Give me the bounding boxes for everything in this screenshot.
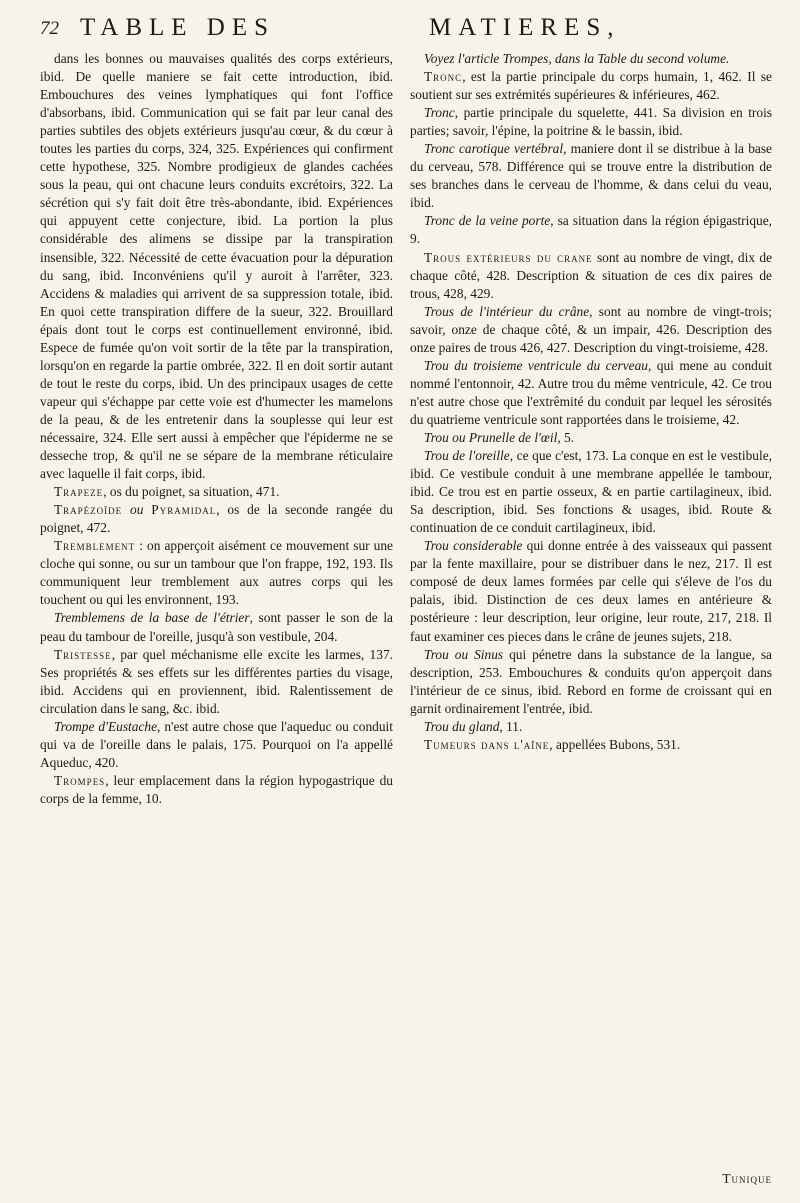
entry-text: , partie principale du squelette, 441. Sa division en trois parties; savoir, l'épine, la poitrine & le bassin, ibid.: [410, 105, 772, 139]
entry-headword: Tremblemens de la base de l'étrier: [54, 610, 250, 626]
entry-headword: Trous de l'intérieur du crâne: [424, 303, 590, 319]
entry-text: : on apperçoit aisément ce mouvement sur une cloche qui sonne, ou sur un tambour que l'on frappe, 192, 193. Ils communiquent leur tremblement aux autres corps qui les touchent ou qui les environnent, 193.: [40, 538, 393, 608]
left-column: [40, 50, 393, 1190]
entry-text: qui donne entrée à des vaisseaux qui passent par la fente maxillaire, pour se distribuer dans le nez, 217. Il est composé de deux lames formées par celle qui s'éleve de l'os du palais, ibid. Distinction de ces deux lames en antérieure & postérieure : leur description, leur origine, leur route, 217, 218. Il faut examiner ces pieces dans le crâne de jeunes sujets, 218.: [410, 538, 772, 644]
index-entry: [40, 646, 393, 718]
entry-headword: Tremblement: [54, 538, 136, 554]
entry-text: , 11.: [499, 718, 523, 734]
index-entry: [40, 718, 393, 772]
index-entry: [410, 429, 772, 447]
entry-headword: Trous extérieurs du crane: [424, 249, 593, 265]
entry-headword: Trompe d'Eustache: [54, 718, 158, 734]
entry-text: , est la partie principale du corps humain, 1, 462. Il se soutient sur ses extrémités supérieures & inférieures, 462.: [410, 69, 772, 103]
index-entry: [410, 718, 772, 736]
index-entry: [410, 104, 772, 140]
entry-headword: Trou de l'oreille: [424, 448, 510, 464]
entry-text: sont au nombre de vingt, dix de chaque côté, 428. Description & situation de ces dix paires de trous, 428, 429.: [410, 249, 772, 301]
entry-text: , maniere dont il se distribue à la base du cerveau, 578. Différence qui se trouve entre la distribution de ses branches dans le cerveau de l'homme, & dans celui du veau, ibid.: [410, 141, 772, 211]
entry-headword: Trou ou Prunelle de l'œil: [424, 429, 558, 445]
index-entry: [410, 736, 772, 754]
entry-headword: Tumeurs dans l'aîne: [424, 736, 550, 752]
entry-headword: Trou du gland: [424, 718, 500, 734]
index-entry: [410, 140, 772, 212]
page-number: 72: [40, 18, 59, 39]
running-title-right: MATIERES,: [429, 14, 621, 41]
index-entry: [40, 50, 393, 483]
index-entry: [410, 447, 772, 537]
entry-headword: Trou considerable: [424, 538, 523, 554]
entry-connector: ou: [122, 502, 152, 518]
entry-headword: Trapeze: [54, 484, 104, 500]
index-entry: [410, 50, 772, 68]
entry-text: , sont passer le son de la peau du tambour de l'oreille, jusqu'à son vestibule, 204.: [40, 610, 393, 644]
entry-text: , 5.: [557, 429, 575, 445]
entry-text: , ce que c'est, 173. La conque en est le vestibule, ibid. Ce vestibule conduit à une membrane appellée le tambour, ibid. Ce trou est en partie osseux, & en partie cartilagineux, ibid. Sa description, ibid. Ses fonctions & usages, ibid. Route & continuation de ce conduit cartilagineux, ibid.: [410, 448, 772, 536]
entry-headword: Tronc: [424, 69, 463, 85]
entry-text: , leur emplacement dans la région hypogastrique du corps de la femme, 10.: [40, 772, 393, 806]
index-entry: [410, 303, 772, 357]
index-entry: [40, 483, 393, 501]
index-entry: [410, 249, 772, 303]
entry-text: , par quel méchanisme elle excite les larmes, 137. Ses propriétés & ses effets sur les différentes parties du visage, ibid. Accidens qui en proviennent, ibid. Ralentissement de circulation dans le sang, &c. ibid.: [40, 646, 393, 716]
catchword: Tunique: [722, 1170, 772, 1186]
index-entry: [410, 357, 772, 429]
entry-headword: Trapézoïde: [54, 502, 123, 518]
entry-headword: Tronc: [424, 105, 455, 121]
entry-text: qui pénetre dans la substance de la langue, sa description, 253. Embouchures & conduits qu'on apperçoit dans l'intérieur de ce sinus, ibid. Rebord en forme de croissant qui en garnit ordinairement l'entrée, ibid.: [410, 646, 772, 716]
entry-headword: Trou ou Sinus: [424, 646, 504, 662]
index-entry: [410, 68, 772, 104]
entry-text: , os du poignet, sa situation, 471.: [103, 484, 280, 500]
right-column: [410, 50, 772, 1190]
index-entry: [40, 609, 393, 645]
entry-headword: Tristesse: [54, 646, 112, 662]
index-entry: [40, 501, 393, 537]
entry-headword: Trou du troisieme ventricule du cerveau: [424, 357, 648, 373]
index-entry: [410, 537, 772, 645]
entry-headword: Trompes: [54, 772, 106, 788]
entry-text: , sa situation dans la région épigastrique, 9.: [410, 213, 772, 247]
entry-text: , n'est autre chose que l'aqueduc ou conduit qui va de l'oreille dans le palais, 175. Pourquoi on l'a appellé Aqueduc, 420.: [40, 718, 393, 770]
entry-text: , qui mene au conduit nommé l'entonnoir, 42. Autre trou du même ventricule, 42. Ce trou n'est autre chose que l'extrêmité du conduit par lequel les sérosités du quatrieme ventricule sont rapportées dans le troisieme, 42.: [410, 357, 772, 427]
entry-headword: Tronc carotique vertébral: [424, 141, 564, 157]
entry-text: , sont au nombre de vingt-trois; savoir, onze de chaque côté, & un impair, 426. Description des onze paires de trous 426, 427. Description du vingt-troisieme, 428.: [410, 303, 772, 355]
index-entry: [410, 212, 772, 248]
index-entry: [40, 537, 393, 609]
entry-headword: Tronc de la veine porte: [424, 213, 551, 229]
entry-text: , appellées Bubons, 531.: [549, 736, 681, 752]
index-entry: [40, 772, 393, 808]
entry-text: , os de la seconde rangée du poignet, 472.: [40, 502, 393, 536]
index-entry: [410, 646, 772, 718]
running-title-left: TABLE DES: [80, 14, 276, 41]
entry-text: dans les bonnes ou mauvaises qualités des corps extérieurs, ibid. De quelle maniere se fait cette introduction, ibid. Embouchures des veines lymphatiques qui font l'office d'absorbans, ibid. Communication qui se fait par leur canal des parties subtiles des objets extérieurs jusqu'au cœur, & du cœur à toutes les parties du corps, 324, 325. Expériences qui confirment cette hypothese, 325. Nombre prodigieux de glandes cachées sous la peau, qui ont chacune leurs conduits excrétoirs, 322. La sécrétion qui s'y fait doit être très-abondante, ibid. Expériences qui appuyent cette conjecture, ibid. La portion la plus considérable des alimens se dissipe par la transpiration insensible, 322. Nécessité de cette évacuation pour la dépuration du sang, ibid. Inconvéniens qu'il y auroit à l'arrêter, 323. Accidens & maladies qui arrivent de sa suppression totale, ibid. En quoi cette transpiration differe de la sueur, 322. Brouillard épais dont tout le corps est continuellement environné, ibid. Espece de fumée qu'on voit sortir de la tête par la transpiration, lorsqu'on en regarde la partie ombrée, 322. Il en doit sortir autant de tout le reste du corps, ibid. Un des principaux usages de cette vapeur qui s'échappe par cette voie est d'humecter les mamelons de la peau, & de les entretenir dans la souplesse qui leur est nécessaire, 324. Elle sert aussi à empêcher que l'épiderme ne se desseche trop, & qu'il ne se sépare de la membrane réticulaire avec laquelle il fait corps, ibid.: [40, 51, 393, 482]
cross-reference: Voyez l'article Trompes, dans la Table du second volume.: [424, 51, 730, 66]
running-head: [40, 14, 776, 44]
entry-headword-alt: Pyramidal: [151, 502, 217, 518]
